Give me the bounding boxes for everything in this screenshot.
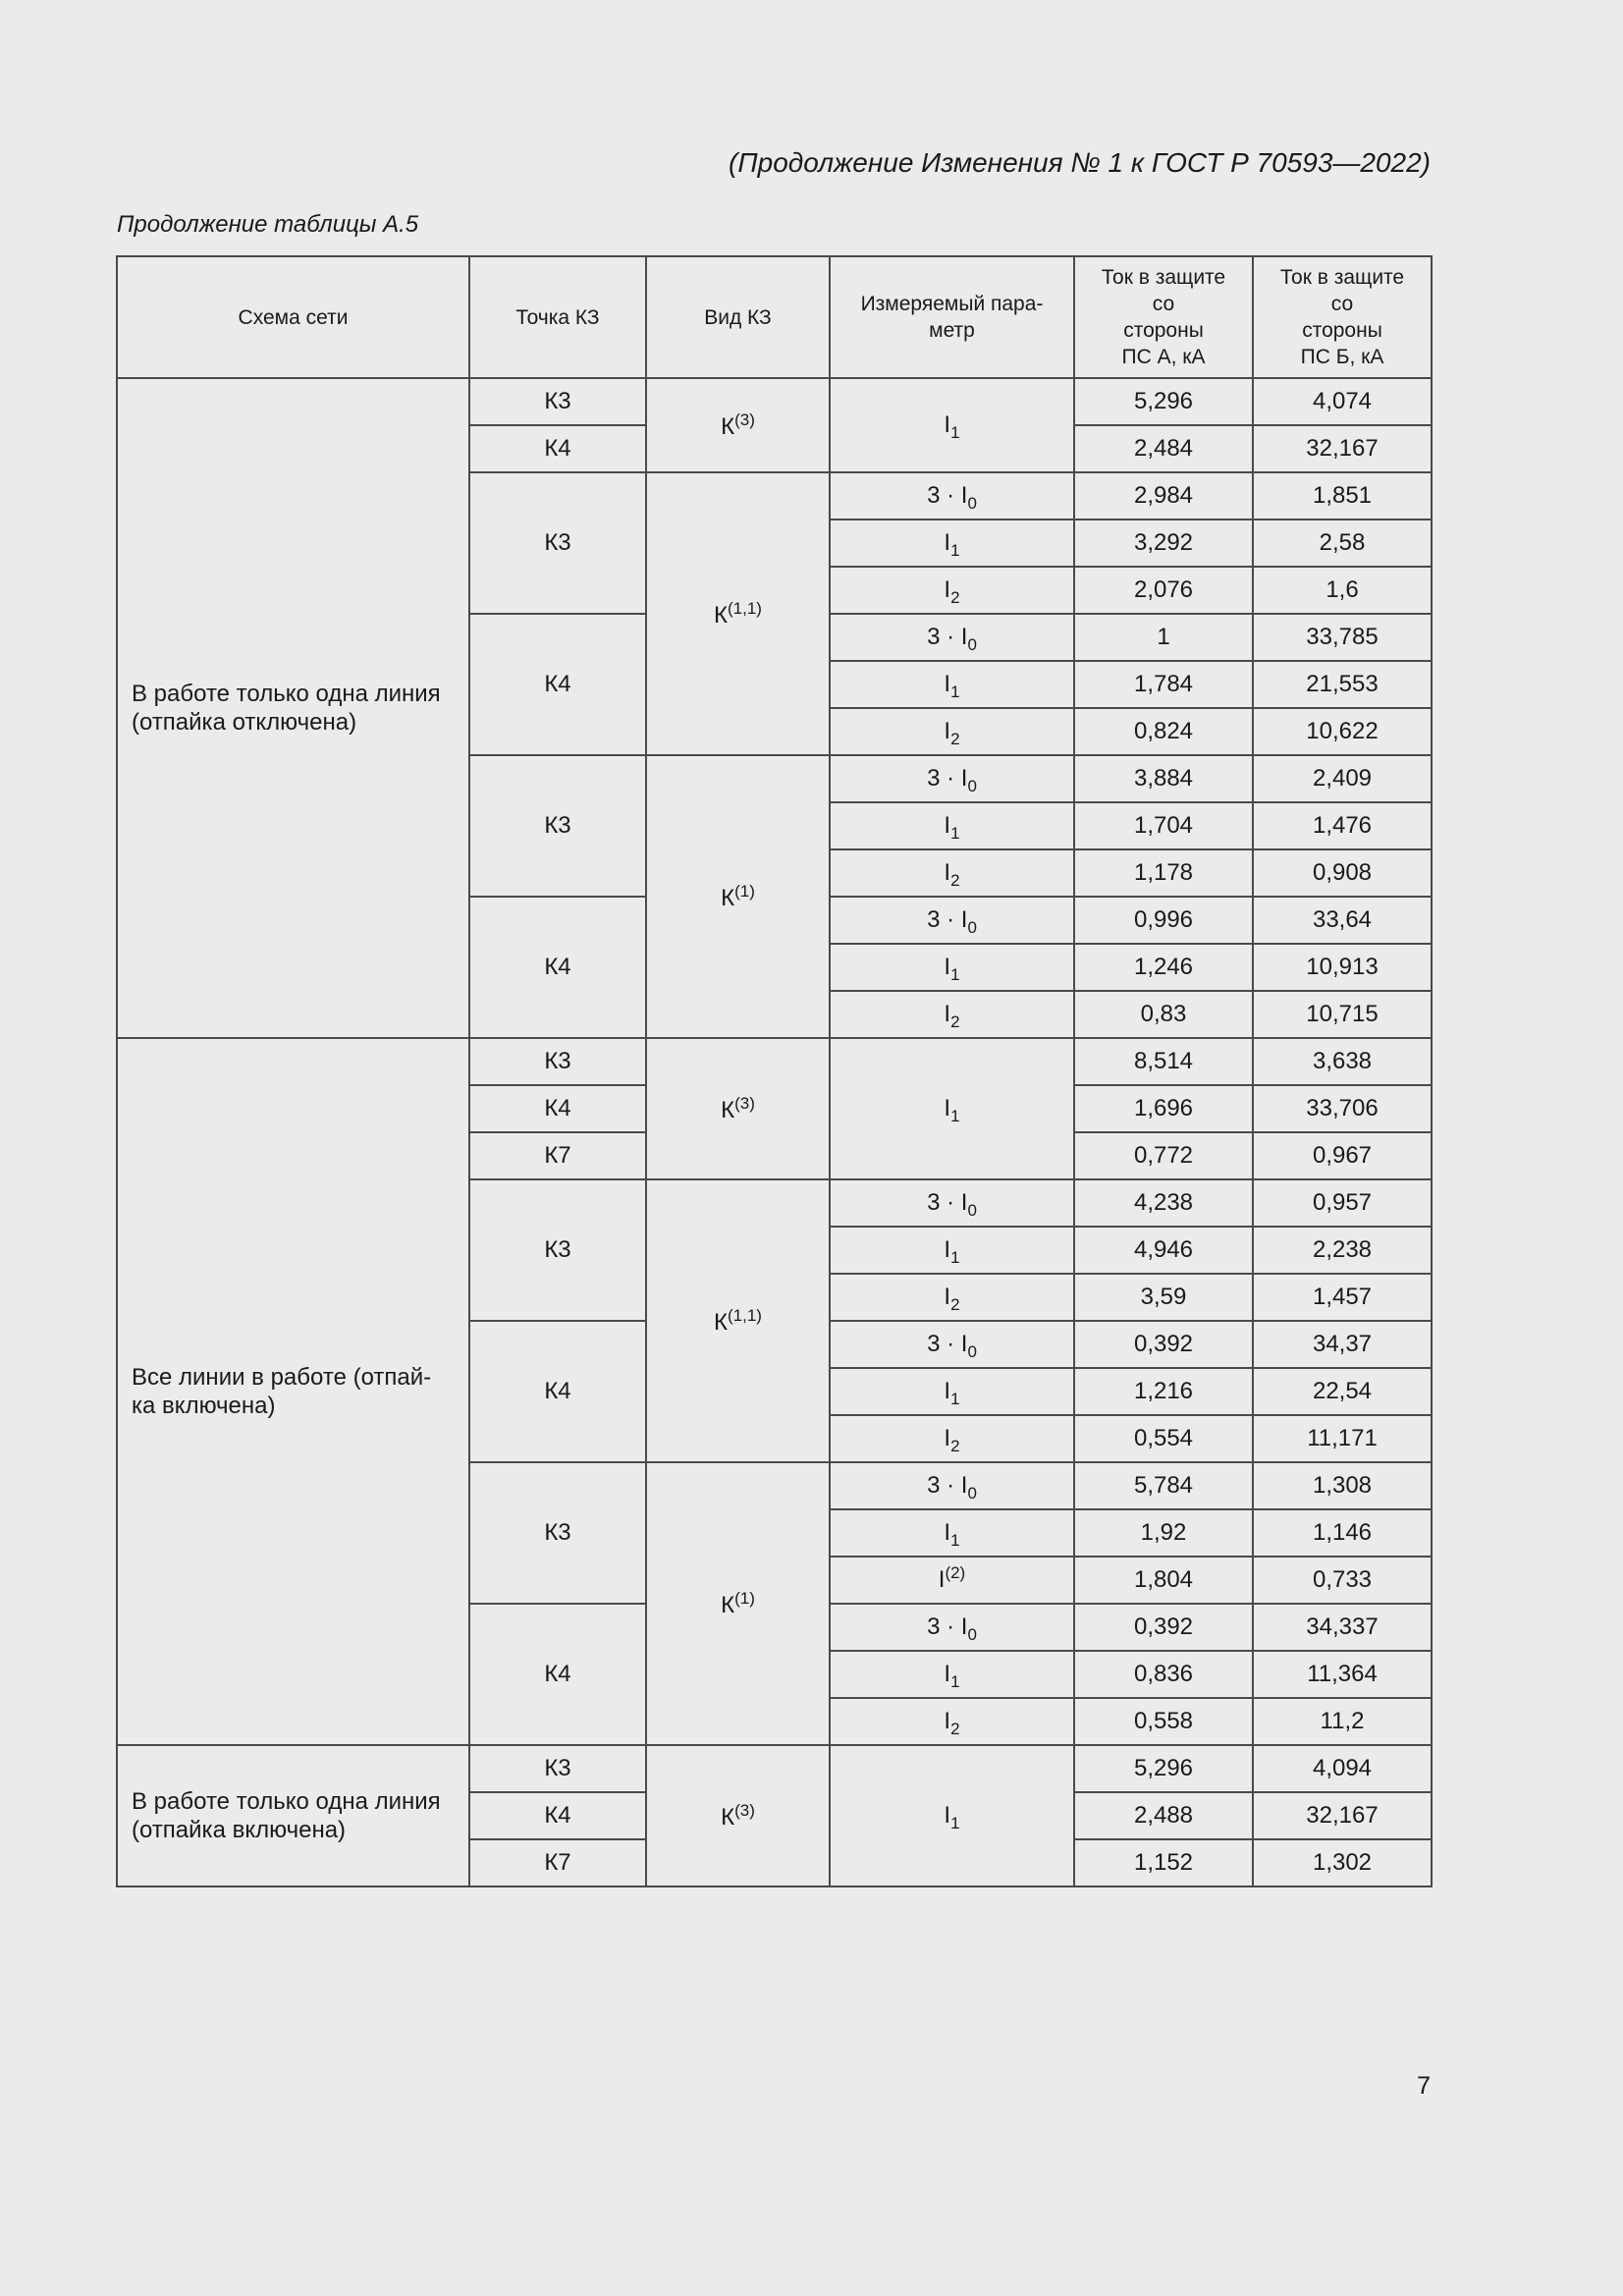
kz-type-sup: (1,1) — [728, 598, 762, 618]
current-b-cell: 1,302 — [1253, 1839, 1432, 1886]
kz-point-cell: К7 — [469, 1132, 646, 1179]
current-a-cell: 2,488 — [1074, 1792, 1253, 1839]
current-b-cell: 10,913 — [1253, 944, 1432, 991]
param-cell — [830, 1651, 1074, 1698]
param-base: I — [944, 811, 951, 839]
param-sub: 1 — [950, 964, 960, 984]
col-header-current-a: Ток в защите со стороны ПС А, кА — [1074, 256, 1253, 378]
param-sub: 2 — [950, 587, 960, 607]
current-a-cell: 0,772 — [1074, 1132, 1253, 1179]
current-b-cell: 0,908 — [1253, 849, 1432, 897]
param-base: 3 · I — [927, 623, 968, 650]
kz-type-base: К — [721, 884, 735, 911]
running-header: (Продолжение Изменения № 1 к ГОСТ Р 70593—2022) — [729, 147, 1431, 178]
current-b-cell: 10,715 — [1253, 991, 1432, 1038]
param-sub: 1 — [950, 823, 960, 843]
param-sub: 1 — [950, 422, 960, 442]
kz-point-cell: К3 — [469, 1745, 646, 1792]
param-cell — [830, 1509, 1074, 1557]
kz-type-base: К — [714, 601, 728, 629]
param-sub: 0 — [967, 776, 977, 795]
scheme-text: В работе только одна линия (отпайка отключена) — [132, 681, 441, 736]
table-caption: Продолжение таблицы А.5 — [117, 211, 419, 238]
kz-point-cell: К3 — [469, 1179, 646, 1321]
param-base: 3 · I — [927, 481, 968, 509]
param-base: 3 · I — [927, 1330, 968, 1357]
param-base: I — [944, 1283, 951, 1310]
current-a-cell: 0,996 — [1074, 897, 1253, 944]
param-sub: 0 — [967, 1341, 977, 1361]
table-header-row — [117, 256, 1432, 378]
current-a-cell: 1,704 — [1074, 802, 1253, 849]
current-a-cell: 0,392 — [1074, 1321, 1253, 1368]
kz-point-cell: К3 — [469, 1462, 646, 1604]
kz-type-cell — [646, 1745, 830, 1886]
current-b-cell: 32,167 — [1253, 425, 1432, 472]
param-cell — [830, 661, 1074, 708]
current-b-cell: 4,074 — [1253, 378, 1432, 425]
current-a-cell: 1,784 — [1074, 661, 1253, 708]
current-b-cell: 2,238 — [1253, 1227, 1432, 1274]
current-b-cell: 0,967 — [1253, 1132, 1432, 1179]
current-b-cell: 34,37 — [1253, 1321, 1432, 1368]
current-b-cell: 33,64 — [1253, 897, 1432, 944]
param-cell — [830, 849, 1074, 897]
current-a-cell: 2,984 — [1074, 472, 1253, 519]
current-a-cell: 2,484 — [1074, 425, 1253, 472]
param-base: I — [938, 1565, 946, 1593]
param-cell — [830, 755, 1074, 802]
current-a-cell: 1,178 — [1074, 849, 1253, 897]
current-a-cell: 0,558 — [1074, 1698, 1253, 1745]
param-base: I — [944, 1000, 951, 1027]
param-cell — [830, 567, 1074, 614]
current-b-cell: 34,337 — [1253, 1604, 1432, 1651]
kz-point-cell: К4 — [469, 1321, 646, 1462]
current-b-cell: 1,851 — [1253, 472, 1432, 519]
current-a-cell: 1,216 — [1074, 1368, 1253, 1415]
current-b-cell: 11,171 — [1253, 1415, 1432, 1462]
current-b-cell: 33,706 — [1253, 1085, 1432, 1132]
param-cell — [830, 1698, 1074, 1745]
kz-type-cell — [646, 378, 830, 472]
current-b-cell: 1,6 — [1253, 567, 1432, 614]
param-base: I — [944, 858, 951, 886]
param-sub: 1 — [950, 1247, 960, 1267]
current-b-cell: 1,476 — [1253, 802, 1432, 849]
param-cell — [830, 378, 1074, 472]
current-b-cell: 1,457 — [1253, 1274, 1432, 1321]
param-base: I — [944, 528, 951, 556]
kz-type-base: К — [714, 1308, 728, 1336]
kz-type-sup: (1) — [734, 1588, 755, 1608]
param-base: I — [944, 1707, 951, 1734]
table-row — [117, 378, 1432, 425]
scheme-cell — [117, 378, 469, 1038]
param-base: 3 · I — [927, 1613, 968, 1640]
current-b-cell: 0,733 — [1253, 1557, 1432, 1604]
param-sub: 0 — [967, 493, 977, 513]
param-base: I — [944, 1235, 951, 1263]
kz-type-sup: (3) — [734, 1800, 755, 1820]
current-a-cell: 3,292 — [1074, 519, 1253, 567]
current-b-cell: 0,957 — [1253, 1179, 1432, 1227]
kz-point-cell: К4 — [469, 614, 646, 755]
param-cell — [830, 897, 1074, 944]
scheme-cell — [117, 1038, 469, 1745]
current-a-cell: 3,884 — [1074, 755, 1253, 802]
param-cell — [830, 1038, 1074, 1179]
kz-type-cell — [646, 1038, 830, 1179]
current-b-cell: 22,54 — [1253, 1368, 1432, 1415]
scheme-cell — [117, 1745, 469, 1886]
param-cell — [830, 1227, 1074, 1274]
param-base: I — [944, 410, 951, 438]
param-base: I — [944, 575, 951, 603]
param-sub: 1 — [950, 1389, 960, 1408]
param-base: I — [944, 1424, 951, 1451]
kz-point-cell: К3 — [469, 378, 646, 425]
param-base: I — [944, 1377, 951, 1404]
param-cell — [830, 1604, 1074, 1651]
kz-type-sup: (1) — [734, 881, 755, 901]
param-cell — [830, 1274, 1074, 1321]
current-a-cell: 5,296 — [1074, 378, 1253, 425]
param-cell — [830, 614, 1074, 661]
kz-type-sup: (1,1) — [728, 1305, 762, 1325]
param-sub: 0 — [967, 917, 977, 937]
current-b-cell: 10,622 — [1253, 708, 1432, 755]
kz-point-cell: К4 — [469, 425, 646, 472]
current-a-cell: 5,784 — [1074, 1462, 1253, 1509]
param-base: I — [944, 1660, 951, 1687]
table-row — [117, 1745, 1432, 1792]
param-base: I — [944, 670, 951, 697]
param-cell — [830, 519, 1074, 567]
current-b-cell: 11,364 — [1253, 1651, 1432, 1698]
param-cell — [830, 472, 1074, 519]
param-sub: 1 — [950, 1813, 960, 1832]
current-a-cell: 0,836 — [1074, 1651, 1253, 1698]
current-a-cell: 1 — [1074, 614, 1253, 661]
col-header-point: Точка КЗ — [469, 256, 646, 378]
current-b-cell: 2,409 — [1253, 755, 1432, 802]
param-cell — [830, 708, 1074, 755]
param-sub: 1 — [950, 1106, 960, 1125]
scheme-text: В работе только одна линия (отпайка включена) — [132, 1788, 441, 1843]
param-sub: 1 — [950, 682, 960, 701]
param-base: I — [944, 717, 951, 744]
param-sub: 0 — [967, 1200, 977, 1220]
param-cell — [830, 1745, 1074, 1886]
page-number: 7 — [1417, 2072, 1431, 2100]
param-base: I — [944, 953, 951, 980]
current-a-cell: 1,246 — [1074, 944, 1253, 991]
current-a-cell: 3,59 — [1074, 1274, 1253, 1321]
current-a-cell: 5,296 — [1074, 1745, 1253, 1792]
current-a-cell: 0,83 — [1074, 991, 1253, 1038]
col-header-param: Измеряемый пара- метр — [830, 256, 1074, 378]
current-a-cell: 0,554 — [1074, 1415, 1253, 1462]
param-sub: 1 — [950, 1671, 960, 1691]
current-b-cell: 11,2 — [1253, 1698, 1432, 1745]
param-sup: (2) — [945, 1562, 966, 1582]
col-header-scheme: Схема сети — [117, 256, 469, 378]
kz-point-cell: К4 — [469, 1604, 646, 1745]
param-base: 3 · I — [927, 1471, 968, 1499]
current-a-cell: 1,696 — [1074, 1085, 1253, 1132]
param-sub: 2 — [950, 870, 960, 890]
param-base: 3 · I — [927, 764, 968, 792]
current-a-cell: 8,514 — [1074, 1038, 1253, 1085]
kz-point-cell: К4 — [469, 1792, 646, 1839]
kz-type-cell — [646, 1462, 830, 1745]
current-a-cell: 2,076 — [1074, 567, 1253, 614]
current-a-cell: 1,804 — [1074, 1557, 1253, 1604]
current-b-cell: 21,553 — [1253, 661, 1432, 708]
kz-point-cell: К3 — [469, 1038, 646, 1085]
kz-type-base: К — [721, 1591, 735, 1618]
param-cell — [830, 802, 1074, 849]
param-base: I — [944, 1801, 951, 1829]
param-base: I — [944, 1094, 951, 1121]
kz-point-cell: К7 — [469, 1839, 646, 1886]
param-cell — [830, 944, 1074, 991]
param-sub: 1 — [950, 540, 960, 560]
current-a-cell: 4,946 — [1074, 1227, 1253, 1274]
scheme-text: Все линии в работе (отпай- ка включена) — [132, 1364, 432, 1419]
param-cell — [830, 1321, 1074, 1368]
param-cell — [830, 1462, 1074, 1509]
kz-type-cell — [646, 472, 830, 755]
kz-type-sup: (3) — [734, 410, 755, 429]
param-sub: 2 — [950, 1294, 960, 1314]
param-cell — [830, 991, 1074, 1038]
param-sub: 2 — [950, 729, 960, 748]
param-sub: 2 — [950, 1011, 960, 1031]
param-sub: 2 — [950, 1719, 960, 1738]
param-cell — [830, 1368, 1074, 1415]
current-a-cell: 0,824 — [1074, 708, 1253, 755]
current-a-cell: 4,238 — [1074, 1179, 1253, 1227]
table-row — [117, 1038, 1432, 1085]
kz-type-base: К — [721, 1096, 735, 1123]
kz-point-cell: К4 — [469, 897, 646, 1038]
param-base: I — [944, 1518, 951, 1546]
param-cell — [830, 1179, 1074, 1227]
kz-point-cell: К3 — [469, 755, 646, 897]
kz-type-base: К — [721, 412, 735, 440]
current-b-cell: 32,167 — [1253, 1792, 1432, 1839]
param-sub: 2 — [950, 1436, 960, 1455]
current-b-cell: 33,785 — [1253, 614, 1432, 661]
current-b-cell: 2,58 — [1253, 519, 1432, 567]
current-b-cell: 1,146 — [1253, 1509, 1432, 1557]
param-base: 3 · I — [927, 1188, 968, 1216]
kz-type-sup: (3) — [734, 1093, 755, 1113]
param-cell — [830, 1557, 1074, 1604]
current-a-cell: 0,392 — [1074, 1604, 1253, 1651]
current-b-cell: 1,308 — [1253, 1462, 1432, 1509]
param-sub: 0 — [967, 1483, 977, 1503]
col-header-current-b: Ток в защите со стороны ПС Б, кА — [1253, 256, 1432, 378]
kz-point-cell: К4 — [469, 1085, 646, 1132]
kz-type-cell — [646, 755, 830, 1038]
param-sub: 0 — [967, 634, 977, 654]
current-b-cell: 3,638 — [1253, 1038, 1432, 1085]
current-a-cell: 1,152 — [1074, 1839, 1253, 1886]
kz-type-base: К — [721, 1803, 735, 1831]
param-base: 3 · I — [927, 905, 968, 933]
param-sub: 1 — [950, 1530, 960, 1550]
kz-point-cell: К3 — [469, 472, 646, 614]
param-sub: 0 — [967, 1624, 977, 1644]
col-header-type: Вид КЗ — [646, 256, 830, 378]
current-b-cell: 4,094 — [1253, 1745, 1432, 1792]
current-a-cell: 1,92 — [1074, 1509, 1253, 1557]
data-table — [116, 255, 1433, 1887]
param-cell — [830, 1415, 1074, 1462]
kz-type-cell — [646, 1179, 830, 1462]
